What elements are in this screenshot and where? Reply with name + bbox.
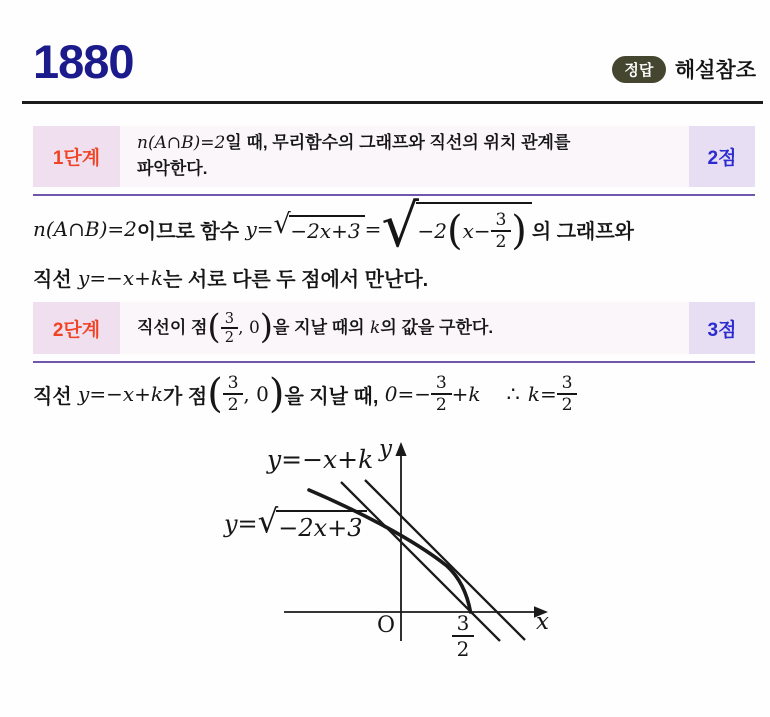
step-2-text-1: 직선이 점 xyxy=(137,317,208,337)
graph-canvas xyxy=(0,430,770,717)
p2-math-line: y=−x+k xyxy=(78,382,164,406)
radical-sign: √ xyxy=(257,502,279,541)
curve-equation-label xyxy=(224,502,367,542)
step-2-score: 3점 xyxy=(689,302,755,354)
close-paren: ) xyxy=(259,307,274,348)
step-2-label: 2단계 xyxy=(52,319,101,341)
step-2-description xyxy=(120,302,689,354)
step-2-text-3: 의 값을 구한다. xyxy=(380,317,494,337)
step-2-row xyxy=(33,302,755,363)
open-paren: ( xyxy=(447,208,463,255)
p1-sqrt-1-radicand: −2x+3 xyxy=(289,215,365,243)
step-1-label: 1단계 xyxy=(52,147,101,169)
solution-paragraph-2 xyxy=(33,368,757,420)
solution-paragraph-1 xyxy=(33,191,757,292)
close-paren: ) xyxy=(511,208,527,255)
p1-text-1: 이므로 함수 xyxy=(136,220,240,243)
curve-label-pre: y= xyxy=(224,510,258,538)
step-2-fraction: $\frac{3}{2}$ xyxy=(221,311,238,345)
paragraph-1-line-1 xyxy=(33,191,757,261)
p1-equals: = xyxy=(364,217,382,241)
p1-sqrt-2 xyxy=(381,191,532,261)
p2-math-2: 0=− xyxy=(384,382,432,406)
x-tick-three-halves: 3 2 xyxy=(448,612,478,660)
p1-math-nab: n(A∩B)=2 xyxy=(33,217,137,241)
p2-fraction-3: $\frac{3}{2}$ xyxy=(557,374,578,414)
header-divider xyxy=(22,101,763,104)
p2-math-3: +k xyxy=(451,382,481,406)
curve-label-sqrt xyxy=(257,502,368,542)
step-1-text-2: 파악한다. xyxy=(137,158,208,178)
step-2-point-rest: , 0 xyxy=(238,317,260,338)
p1-sqrt-2-radicand xyxy=(416,202,532,255)
y-axis-arrow xyxy=(395,442,406,456)
radical-sign: √ xyxy=(273,209,291,241)
p1-sqrt-2-coef: −2 xyxy=(417,219,448,244)
p2-fraction-2: $\frac{3}{2}$ xyxy=(431,374,452,414)
step-1-text-1: 일 때, 무리함수의 그래프와 직선의 위치 관계를 xyxy=(225,133,571,152)
step-1-label-box xyxy=(33,126,120,187)
p1-text-4: 는 서로 다른 두 점에서 만난다. xyxy=(163,269,429,291)
curve-label-radicand: −2x+3 xyxy=(276,510,367,542)
sqrt-curve xyxy=(309,490,471,612)
answer-text: 해설참조 xyxy=(674,59,756,82)
step-1-score: 2점 xyxy=(689,126,755,187)
p2-math-4: k= xyxy=(527,382,557,406)
p2-fraction-1: $\frac{3}{2}$ xyxy=(223,374,244,414)
step-1-row xyxy=(33,126,755,196)
p2-text-3: 을 지날 때, xyxy=(284,385,379,408)
p1-math-line: y=−x+k xyxy=(78,265,164,290)
p2-point-rest: , 0 xyxy=(243,382,269,406)
close-paren: ) xyxy=(268,371,285,417)
answer-badge: 정답 xyxy=(612,56,666,83)
p1-text-3: 직선 xyxy=(33,269,72,291)
p1-text-2: 의 그래프와 xyxy=(531,220,635,243)
p1-fraction: $\frac{3}{2}$ xyxy=(491,211,512,251)
open-paren: ( xyxy=(207,371,223,417)
step-2-text-2: 을 지날 때의 xyxy=(273,317,365,337)
y-axis-label: y xyxy=(379,436,392,462)
answer-row xyxy=(612,54,756,84)
p1-sqrt-2-var: x− xyxy=(462,219,491,244)
graph-figure xyxy=(0,430,770,717)
p2-text-1: 직선 xyxy=(33,385,72,408)
step-2-label-box xyxy=(33,302,120,354)
radical-sign: √ xyxy=(381,191,419,261)
step-2-var-k: k xyxy=(370,317,381,338)
p2-text-2: 가 점 xyxy=(163,385,208,408)
line-equation-label: y=−x+k xyxy=(267,445,374,474)
p1-math-y-eq: y= xyxy=(245,217,274,241)
x-axis-label: x xyxy=(536,609,549,635)
p1-sqrt-1 xyxy=(273,209,365,243)
problem-number: 1880 xyxy=(33,35,134,88)
step-1-math: n(A∩B)=2 xyxy=(137,133,226,153)
origin-label: O xyxy=(377,613,396,638)
open-paren: ( xyxy=(207,307,221,348)
therefore-symbol: ∴ xyxy=(506,382,520,406)
step-1-description xyxy=(120,126,689,187)
paragraph-1-line-2 xyxy=(33,263,757,292)
